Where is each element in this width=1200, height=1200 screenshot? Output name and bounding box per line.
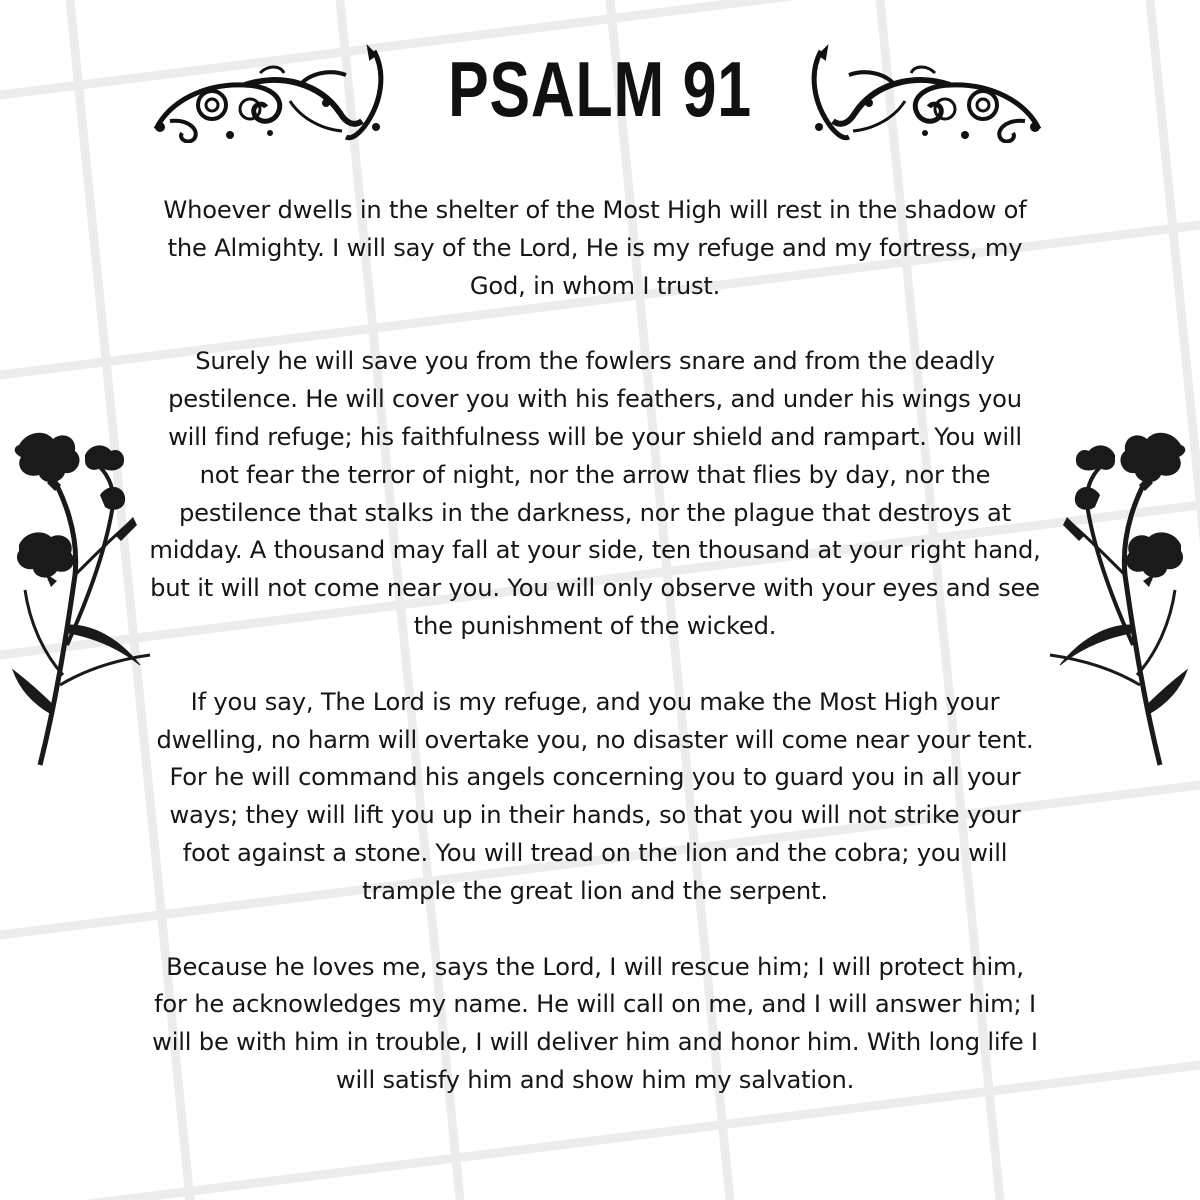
paragraph-1: Whoever dwells in the shelter of the Most High will rest in the shadow of the Almighty. I will say of the Lord, He is my refuge and my fortress, my God, in whom I trust. <box>163 196 1027 300</box>
paragraph-2: Surely he will save you from the fowlers snare and from the deadly pestilence. He will cover you with his feathers, and under his wings you will find refuge; his faithfulness will be your shield and rampart. You will not fear the terror of night, nor the arrow that flies by day, nor the pestilence that stalks in the darkness, nor the plague that destroys at midday. A thousand may fall at your side, ten thousand at your right hand, but it will not come near you. You will only observe with your eyes and see the punishment of the wicked. <box>149 347 1041 640</box>
carnation-flower-icon <box>5 425 155 770</box>
page-title: PSALM 91 <box>448 45 752 133</box>
paragraph-3: If you say, The Lord is my refuge, and you make the Most High your dwelling, no harm will overtake you, no disaster will come near your tent. For he will command his angels concerning you to guard you in all your ways; they will lift you up in their hands, so that you will not strike your foot against a stone. You will tread on the lion and the cobra; you will trample the great lion and the serpent. <box>156 687 1034 905</box>
paragraph-4: Because he loves me, says the Lord, I will rescue him; I will protect him, for he acknowledges my name. He will call on me, and I will answer him; I will be with him in trouble, I will deliver him and honor him. With long life I will satisfy him and show him my salvation. <box>152 952 1038 1094</box>
ornamental-flourish-icon <box>805 43 1045 143</box>
carnation-flower-icon <box>1045 425 1195 770</box>
psalm-body <box>148 192 1042 1138</box>
header <box>0 38 1200 148</box>
